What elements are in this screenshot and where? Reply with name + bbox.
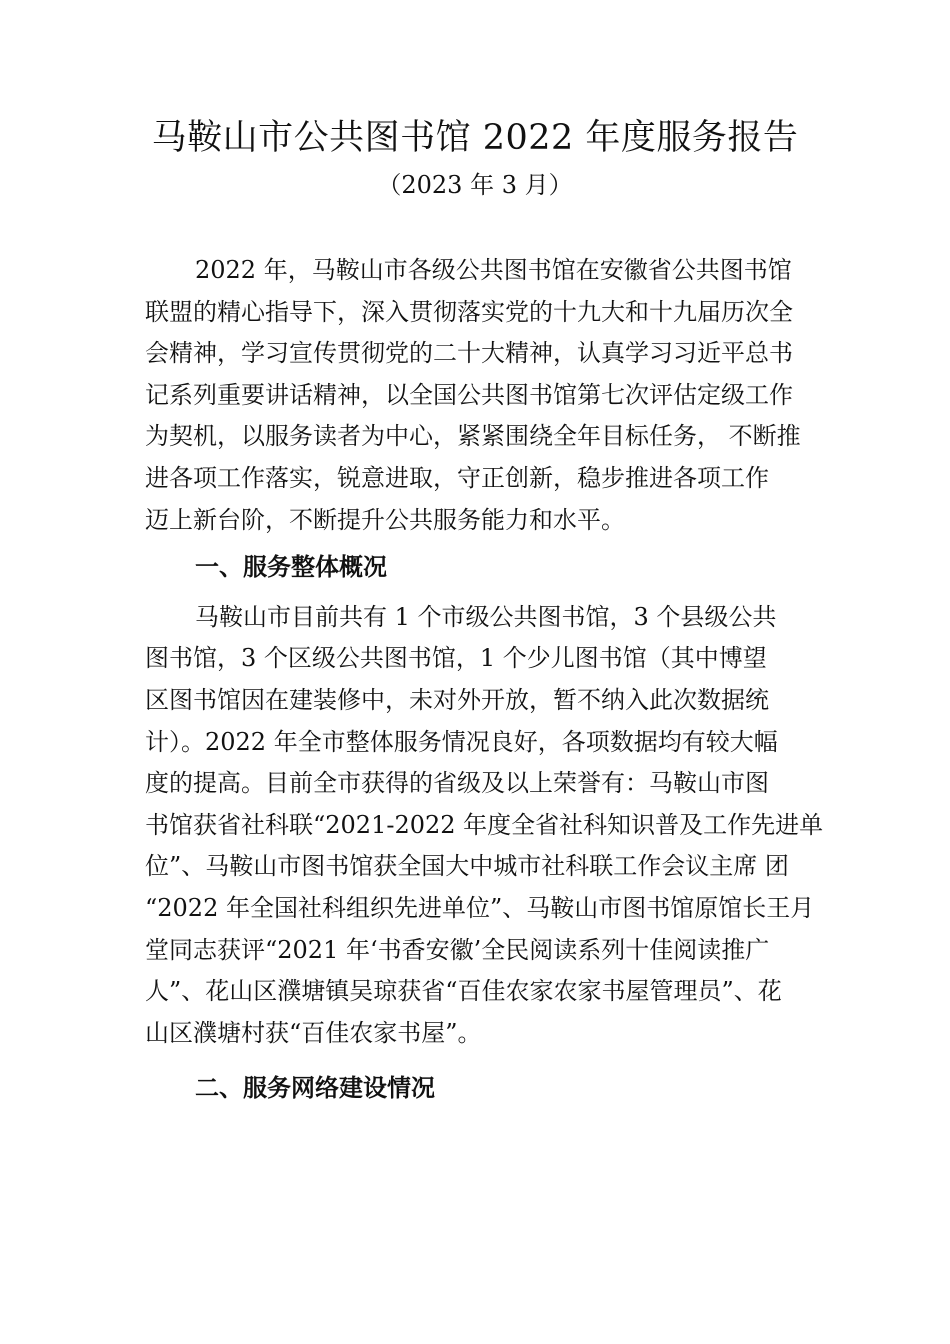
text-line: 堂同志获评“2021 年‘书香安徽’全民阅读系列十佳阅读推广 [145,935,770,964]
intro-paragraph [145,250,825,541]
section-heading-overview: 一、服务整体概况 [195,553,387,582]
text-line: 进各项工作落实，锐意进取，守正创新，稳步推进各项工作 [145,463,769,492]
text-line: 书馆获省社科联“2021-2022 年度全省社科知识普及工作先进单 [145,810,824,839]
text-line: 2022 年，马鞍山市各级公共图书馆在安徽省公共图书馆 [195,256,792,284]
text-line: 度的提高。目前全市获得的省级及以上荣誉有：马鞍山市图 [145,769,769,798]
text-line: 记系列重要讲话精神，以全国公共图书馆第七次评估定级工作 [145,380,793,409]
section-heading-network: 二、服务网络建设情况 [195,1074,435,1103]
text-line: 马鞍山市目前共有 1 个市级公共图书馆，3 个县级公共 [195,602,777,631]
text-line: 区图书馆因在建装修中，未对外开放，暂不纳入此次数据统 [145,685,769,714]
text-line: 会精神，学习宣传贯彻党的二十大精神，认真学习习近平总书 [145,339,793,368]
text-line: 位”、马鞍山市图书馆获全国大中城市社科联工作会议主席 团 [145,852,789,881]
text-line: “2022 年全国社科组织先进单位”、马鞍山市图书馆原馆长王月 [145,893,815,922]
text-line: 迈上新台阶，不断提升公共服务能力和水平。 [145,505,625,534]
page-title: 马鞍山市公共图书馆 2022 年度服务报告 [151,118,799,158]
text-line: 为契机，以服务读者为中心，紧紧围绕全年目标任务， 不断推 [145,422,801,451]
document-body [145,250,825,1118]
text-line: 山区濮塘村获“百佳农家书屋”。 [145,1018,482,1047]
text-line: 计）。2022 年全市整体服务情况良好，各项数据均有较大幅 [145,727,778,756]
text-line: 人”、花山区濮塘镇吴琼获省“百佳农家农家书屋管理员”、花 [145,977,782,1006]
text-line: 图书馆，3 个区级公共图书馆，1 个少儿图书馆（其中博望 [145,644,767,673]
overview-paragraph [145,597,825,1055]
report-date: （2023 年 3 月） [377,171,573,199]
text-line: 联盟的精心指导下，深入贯彻落实党的十九大和十九届历次全 [145,297,793,326]
